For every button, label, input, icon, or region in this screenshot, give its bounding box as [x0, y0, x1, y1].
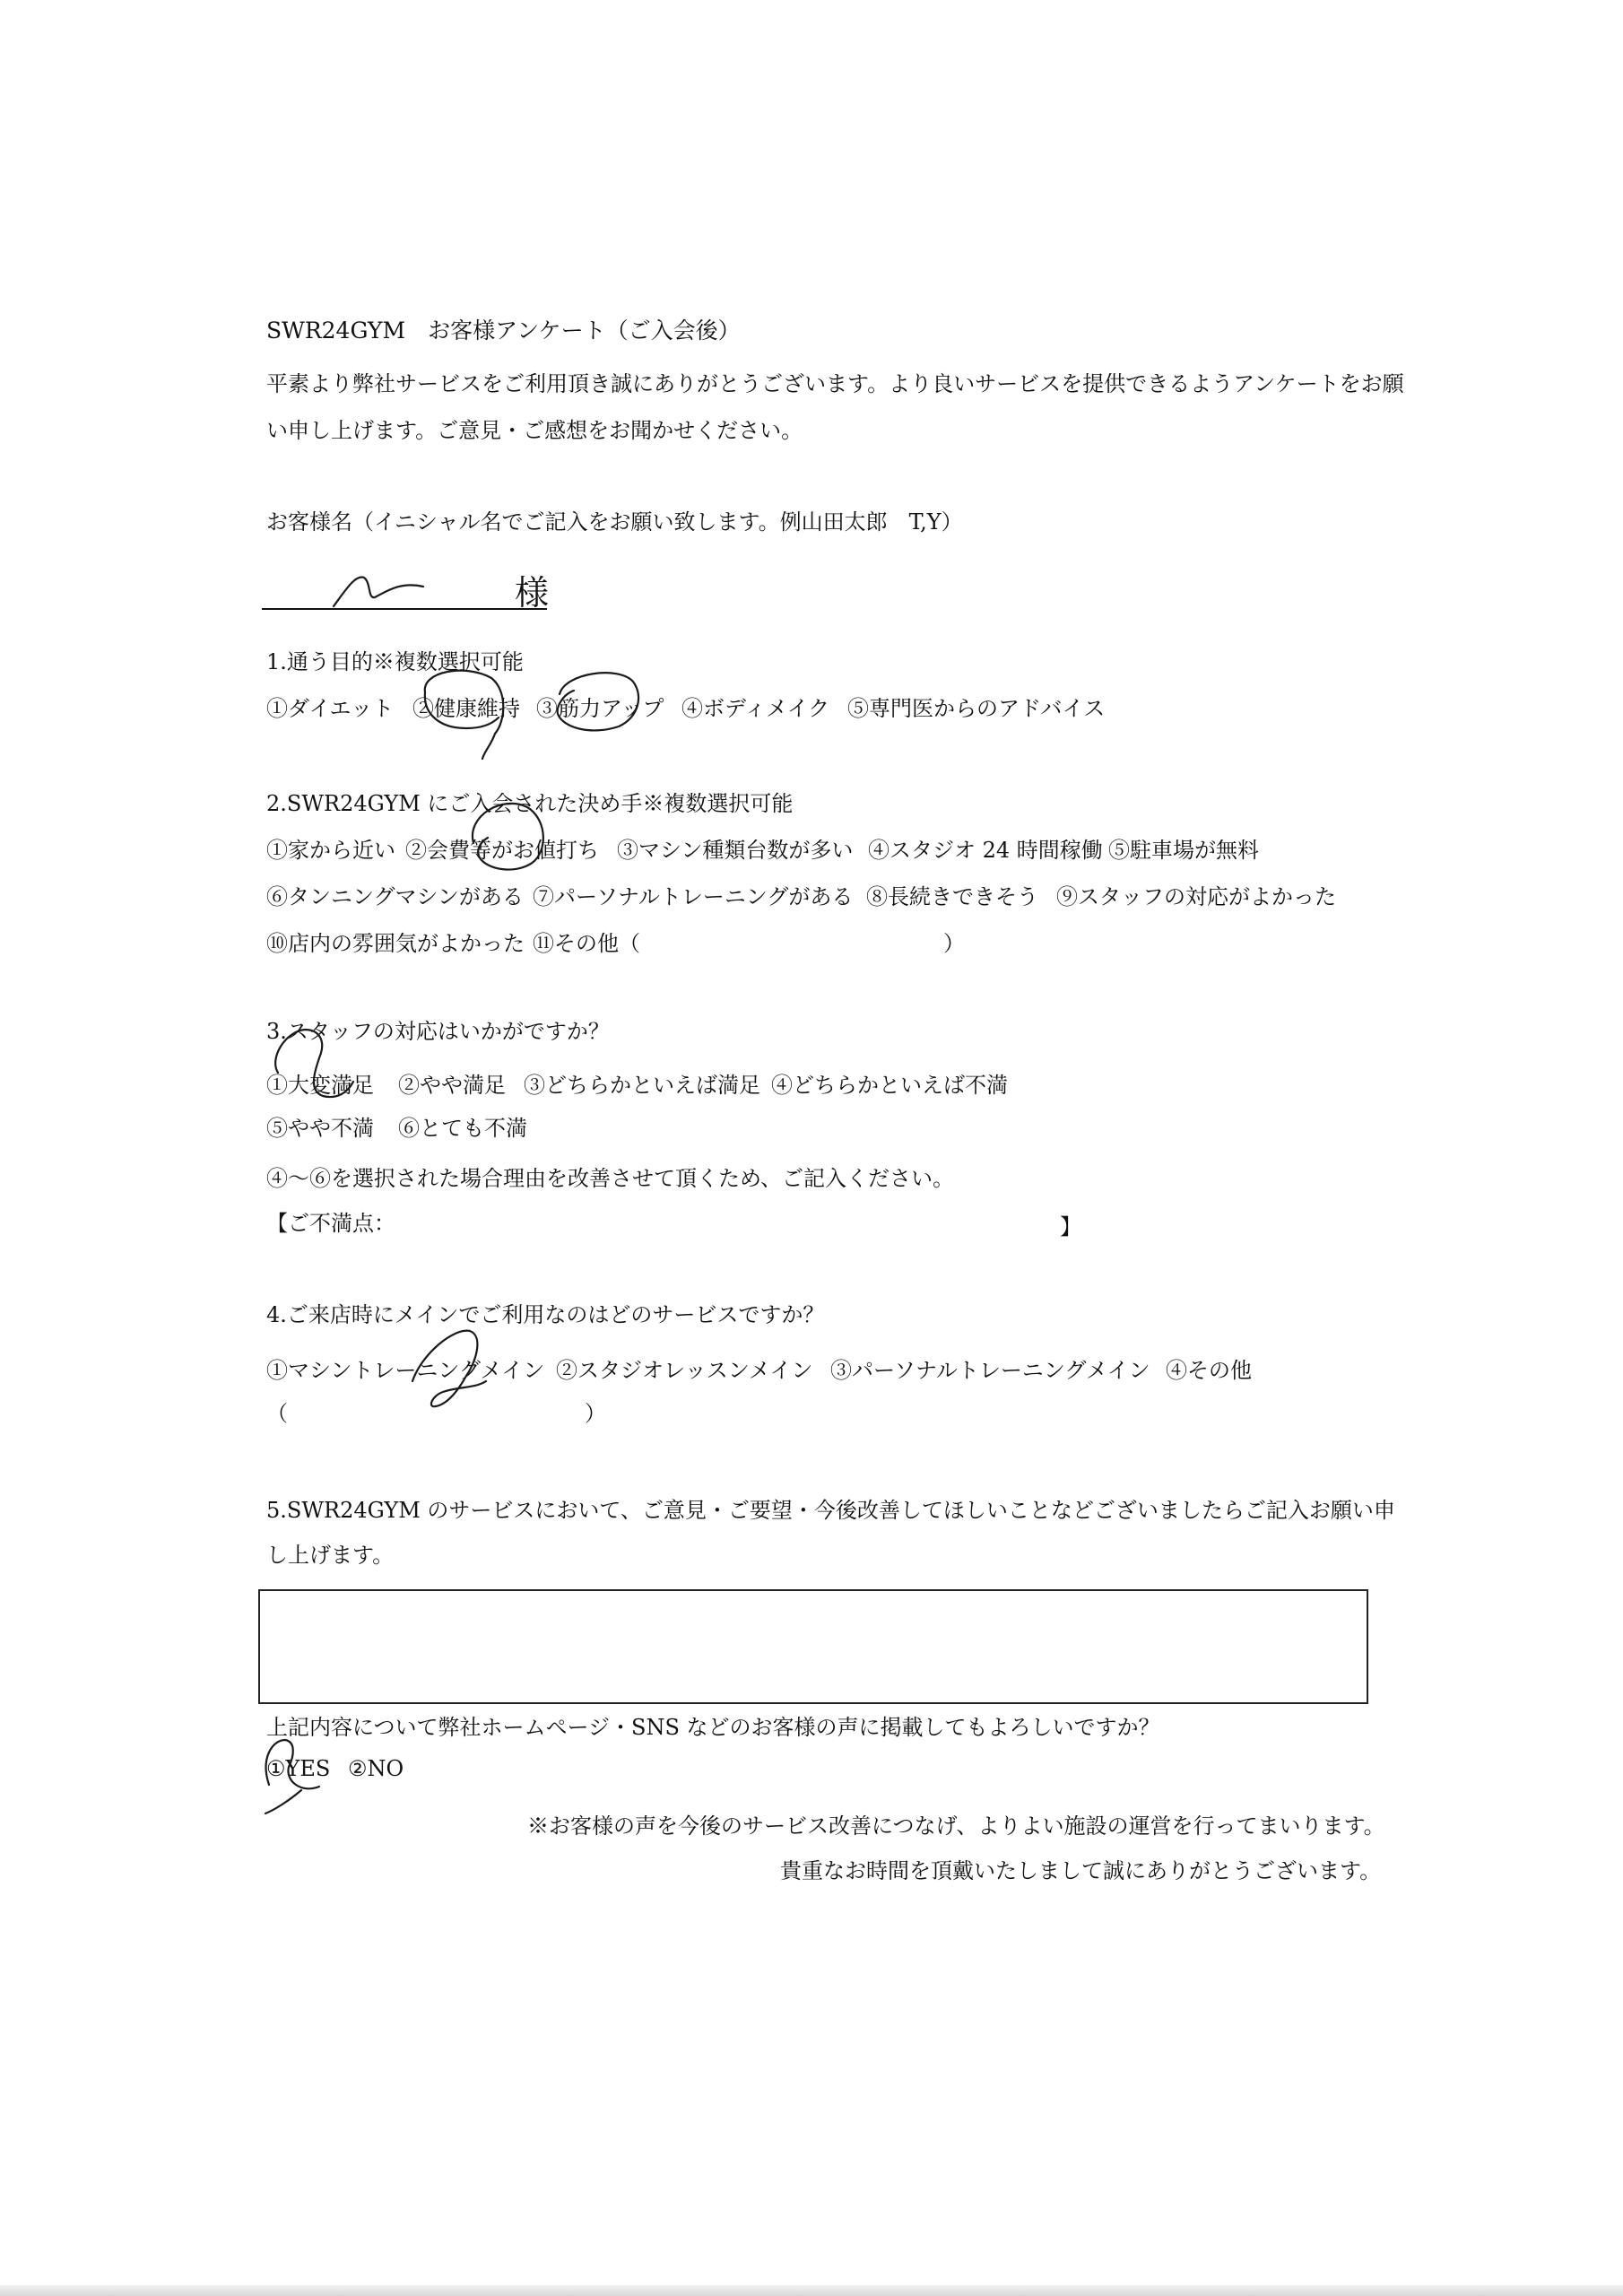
q2-option-tanning[interactable]: ⑥タンニングマシンがある — [266, 884, 524, 909]
q4-option-personal-training[interactable]: ③パーソナルトレーニングメイン — [830, 1358, 1150, 1383]
q2-option-atmosphere[interactable]: ⑩店内の雰囲気がよかった — [266, 931, 525, 956]
publish-option-no[interactable]: ②NO — [348, 1756, 404, 1781]
q4-option-studio-lesson[interactable]: ②スタジオレッスンメイン — [556, 1358, 813, 1383]
footer-line-2: 貴重なお時間を頂戴いたしまして誠にありがとうございます。 — [780, 1858, 1382, 1883]
q3-option-very-dissatisfied[interactable]: ⑥とても不満 — [398, 1116, 527, 1141]
q3-title: 3.スタッフの対応はいかがですか？ — [266, 1019, 610, 1044]
q2-option-long-lasting[interactable]: ⑧長続きできそう — [866, 884, 1038, 909]
q1-option-diet[interactable]: ①ダイエット — [266, 696, 395, 721]
survey-title: SWR24GYM お客様アンケート（ご入会後） — [266, 317, 741, 344]
q2-option-machines[interactable]: ③マシン種類台数が多い — [617, 838, 854, 863]
q2-other-close-paren: ） — [943, 931, 965, 956]
q4-title: 4.ご来店時にメインでご利用なのはどのサービスですか？ — [266, 1302, 825, 1327]
scan-bottom-edge — [0, 2285, 1623, 2296]
intro-line-2: い申し上げます。ご意見・ご感想をお聞かせください。 — [266, 418, 803, 443]
q2-option-personal-training[interactable]: ⑦パーソナルトレーニングがある — [533, 884, 854, 909]
q1-option-health[interactable]: ②健康維持 — [412, 696, 520, 721]
q3-option-very-satisfied[interactable]: ①大変満足 — [266, 1073, 374, 1098]
q2-option-parking[interactable]: ⑤駐車場が無料 — [1108, 838, 1259, 863]
q4-other-open-paren: （ — [266, 1401, 288, 1426]
q2-option-near-home[interactable]: ①家から近い — [266, 838, 395, 863]
intro-line-1: 平素より弊社サービスをご利用頂き誠にありがとうございます。より良いサービスを提供できるようアンケートをお願 — [266, 371, 1404, 396]
footer-line-1: ※お客様の声を今後のサービス改善につなげ、よりよい施設の運営を行ってまいります。 — [527, 1813, 1385, 1839]
q5-title-line-1: 5.SWR24GYM のサービスにおいて、ご意見・ご要望・今後改善してほしいことなどございましたらご記入お願い申 — [266, 1498, 1395, 1523]
q1-option-muscle[interactable]: ③筋力アップ — [536, 696, 664, 721]
q3-option-rather-satisfied[interactable]: ③どちらかといえば満足 — [524, 1073, 760, 1098]
q5-title-line-2: し上げます。 — [266, 1543, 395, 1568]
publish-question: 上記内容について弊社ホームページ・SNS などのお客様の声に掲載してもよろしいですか？ — [266, 1715, 1160, 1740]
q2-title: 2.SWR24GYM にご入会された決め手※複数選択可能 — [266, 791, 794, 816]
q3-reason-note: ④～⑥を選択された場合理由を改善させて頂くため、ご記入ください。 — [266, 1166, 955, 1191]
q1-option-doctor-advice[interactable]: ⑤専門医からのアドバイス — [847, 696, 1106, 721]
q3-option-somewhat-satisfied[interactable]: ②やや満足 — [398, 1073, 506, 1098]
q3-option-rather-dissatisfied[interactable]: ④どちらかといえば不満 — [771, 1073, 1008, 1098]
q4-option-other[interactable]: ④その他 — [1166, 1358, 1252, 1383]
q1-option-bodymake[interactable]: ④ボディメイク — [681, 696, 830, 721]
customer-name-line[interactable] — [262, 608, 547, 610]
customer-name-suffix: 様 — [515, 573, 550, 613]
q2-option-staff[interactable]: ⑨スタッフの対応がよかった — [1056, 884, 1336, 909]
q1-title: 1.通う目的※複数選択可能 — [266, 649, 524, 674]
customer-name-label: お客様名（イニシャル名でご記入をお願い致します。例山田太郎 T,Y） — [266, 509, 963, 535]
name-initial-scribble — [334, 577, 423, 606]
q3-complaint-label: 【ご不満点： — [266, 1211, 395, 1236]
q4-option-machine-training[interactable]: ①マシントレーニングメイン — [266, 1358, 545, 1383]
q5-comment-box[interactable] — [258, 1589, 1368, 1704]
q2-option-other[interactable]: ⑪その他（ — [533, 931, 640, 956]
q3-option-somewhat-dissatisfied[interactable]: ⑤やや不満 — [266, 1116, 374, 1141]
publish-option-yes[interactable]: ①YES — [266, 1756, 331, 1781]
q4-other-close-paren: ） — [585, 1401, 606, 1426]
q2-option-studio-24h[interactable]: ④スタジオ 24 時間稼働 — [868, 838, 1103, 863]
q3-complaint-close: 】 — [1060, 1214, 1081, 1239]
q2-option-fee[interactable]: ②会費等がお値打ち — [405, 838, 599, 863]
